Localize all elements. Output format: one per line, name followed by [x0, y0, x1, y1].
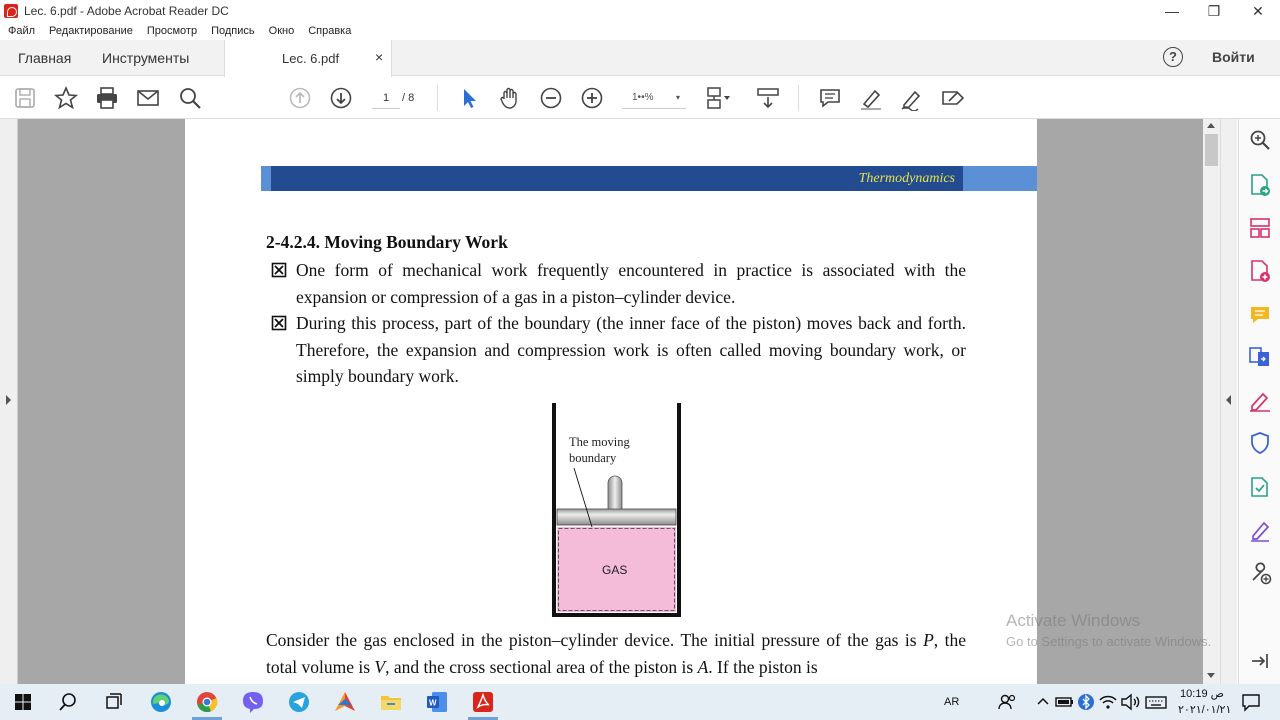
previous-page-icon[interactable] [287, 85, 313, 111]
var-v: V [374, 657, 386, 677]
checkbox-bullet-icon [271, 315, 287, 331]
highlight-pen-icon[interactable] [858, 85, 884, 111]
page-number-input[interactable]: 1 [372, 89, 400, 109]
piston-rod [608, 476, 622, 509]
tab-home[interactable]: Главная [18, 50, 72, 66]
chevron-down-icon: ▾ [675, 93, 680, 102]
body-text-c: , and the cross sectional area of the piston is [385, 657, 698, 677]
fill-and-sign-icon[interactable] [1248, 388, 1272, 412]
title-bar [0, 0, 1280, 22]
body-text-a: Consider the gas enclosed in the piston–cylinder device. The initial pressure of the gas is [266, 630, 924, 650]
taskbar-clock[interactable] [1178, 686, 1232, 718]
combine-files-icon[interactable] [1248, 345, 1272, 369]
search-icon[interactable] [177, 85, 203, 111]
print-icon[interactable] [94, 85, 120, 111]
zoom-level-value: 1••% [632, 92, 654, 103]
clock-time: 10:19 ص [1180, 688, 1224, 700]
people-icon[interactable] [994, 689, 1020, 715]
media-app-icon[interactable] [332, 689, 358, 715]
select-cursor-icon[interactable] [456, 85, 482, 111]
help-icon[interactable]: ? [1163, 47, 1183, 67]
zoom-search-icon[interactable] [1248, 128, 1272, 152]
scroll-up-icon[interactable] [1207, 123, 1215, 128]
vertical-scrollbar[interactable] [1203, 119, 1220, 684]
more-tools-icon[interactable] [1248, 561, 1272, 585]
menu-bar [0, 22, 1280, 40]
email-icon[interactable] [135, 85, 161, 111]
comment-panel-icon[interactable] [1248, 303, 1272, 327]
restore-button[interactable]: ❐ [1207, 2, 1221, 19]
chrome-browser-icon[interactable] [194, 689, 220, 715]
tab-bar [0, 40, 1280, 76]
acrobat-reader-icon[interactable] [470, 689, 496, 715]
edge-browser-icon[interactable] [148, 689, 174, 715]
clock-date: ٢٠٢١/٠١/٢١ [1178, 704, 1232, 716]
file-explorer-icon[interactable] [378, 689, 404, 715]
tab-document[interactable] [224, 40, 392, 77]
windows-taskbar [0, 684, 1280, 720]
minimize-button[interactable]: — [1165, 3, 1179, 19]
scroll-mode-icon[interactable] [755, 85, 781, 111]
send-for-review-icon[interactable] [1248, 475, 1272, 499]
protect-shield-icon[interactable] [1248, 431, 1272, 455]
activate-windows-subtitle: Go to Settings to activate Windows. [1006, 634, 1212, 649]
toolbar [0, 77, 1280, 119]
tab-close-icon[interactable]: × [375, 49, 384, 65]
figure-label-line-1: The moving [569, 435, 630, 449]
taskbar-search-icon[interactable] [55, 689, 81, 715]
menu-help[interactable]: Справка [308, 25, 352, 37]
tab-tools[interactable]: Инструменты [102, 50, 190, 66]
pdf-page[interactable] [185, 119, 1037, 684]
word-icon[interactable] [424, 689, 450, 715]
toolbar-divider [437, 85, 438, 111]
comment-icon[interactable] [817, 85, 843, 111]
var-a: A [697, 657, 709, 677]
page-total: / 8 [402, 92, 415, 104]
right-tools-panel [1238, 119, 1280, 684]
windows-start-icon[interactable] [10, 689, 36, 715]
create-pdf-icon[interactable] [1248, 259, 1272, 283]
collapse-right-panel-icon [1226, 395, 1231, 405]
bullet-paragraph-1: One form of mechanical work frequently encountered in practice is associated with the expansion or compression of a gas in a piston–cylinder device. [296, 260, 966, 307]
edit-pdf-icon[interactable] [1248, 518, 1272, 542]
keyboard-icon[interactable] [1143, 689, 1169, 715]
hand-tool-icon[interactable] [497, 85, 523, 111]
sign-icon[interactable] [899, 85, 925, 111]
menu-sign[interactable]: Подпись [211, 25, 255, 37]
menu-view[interactable]: Просмотр [146, 25, 198, 37]
bullet-paragraph-2: During this process, part of the boundary (the inner face of the piston) moves back and forth. Therefore, the expansion and compression work is often called moving boundary work, or simply boundary work. [296, 313, 966, 386]
menu-file[interactable]: Файл [8, 25, 36, 37]
expand-left-panel-icon [6, 395, 11, 405]
collapse-panel-icon[interactable] [1248, 649, 1272, 673]
telegram-icon[interactable] [286, 689, 312, 715]
signin-button[interactable]: Войти [1212, 49, 1255, 65]
tab-document-label: Lec. 6.pdf [282, 51, 340, 66]
bookmark-star-icon[interactable] [53, 85, 79, 111]
body-paragraph [266, 627, 966, 681]
viber-icon[interactable] [240, 689, 266, 715]
window-title: Lec. 6.pdf - Adobe Acrobat Reader DC [24, 4, 229, 18]
piston-cylinder-figure [550, 403, 683, 619]
volume-icon[interactable] [1117, 689, 1143, 715]
svg-text:W: W [429, 698, 437, 708]
fill-sign-icon[interactable] [940, 85, 966, 111]
right-panel-toggle[interactable] [1220, 119, 1237, 684]
menu-window[interactable]: Окно [268, 25, 295, 37]
body-text-d: . If the piston is [708, 657, 818, 677]
scroll-down-icon[interactable] [1207, 673, 1215, 678]
piston-head [557, 509, 676, 525]
toolbar-divider-2 [798, 85, 799, 111]
figure-gas-label: GAS [602, 563, 628, 577]
menu-edit[interactable]: Редактирование [49, 25, 133, 37]
section-title: 2-4.2.4. Moving Boundary Work [266, 232, 508, 252]
next-page-icon[interactable] [328, 85, 354, 111]
zoom-out-icon[interactable] [538, 85, 564, 111]
notifications-icon[interactable] [1238, 689, 1264, 715]
scrollbar-thumb[interactable] [1205, 134, 1218, 166]
activate-windows-title: Activate Windows [1006, 611, 1141, 630]
task-view-icon[interactable] [101, 689, 127, 715]
body-text-b: , the total volume is [266, 630, 966, 677]
left-panel-toggle[interactable] [0, 119, 18, 684]
export-pdf-icon[interactable] [1248, 173, 1272, 197]
zoom-in-icon[interactable] [579, 85, 605, 111]
page-fit-icon[interactable] [704, 85, 730, 111]
input-language[interactable]: AR [944, 696, 960, 708]
zoom-level-select[interactable] [622, 89, 686, 109]
var-p: P [923, 630, 934, 650]
close-window-button[interactable]: ✕ [1252, 2, 1264, 19]
save-icon[interactable] [12, 85, 38, 111]
checkbox-bullet-icon [271, 262, 287, 278]
organize-pages-icon[interactable] [1248, 216, 1272, 240]
figure-label-line-2: boundary [569, 451, 617, 465]
acrobat-app-icon [4, 4, 18, 18]
header-band-text: Thermodynamics [858, 171, 955, 186]
